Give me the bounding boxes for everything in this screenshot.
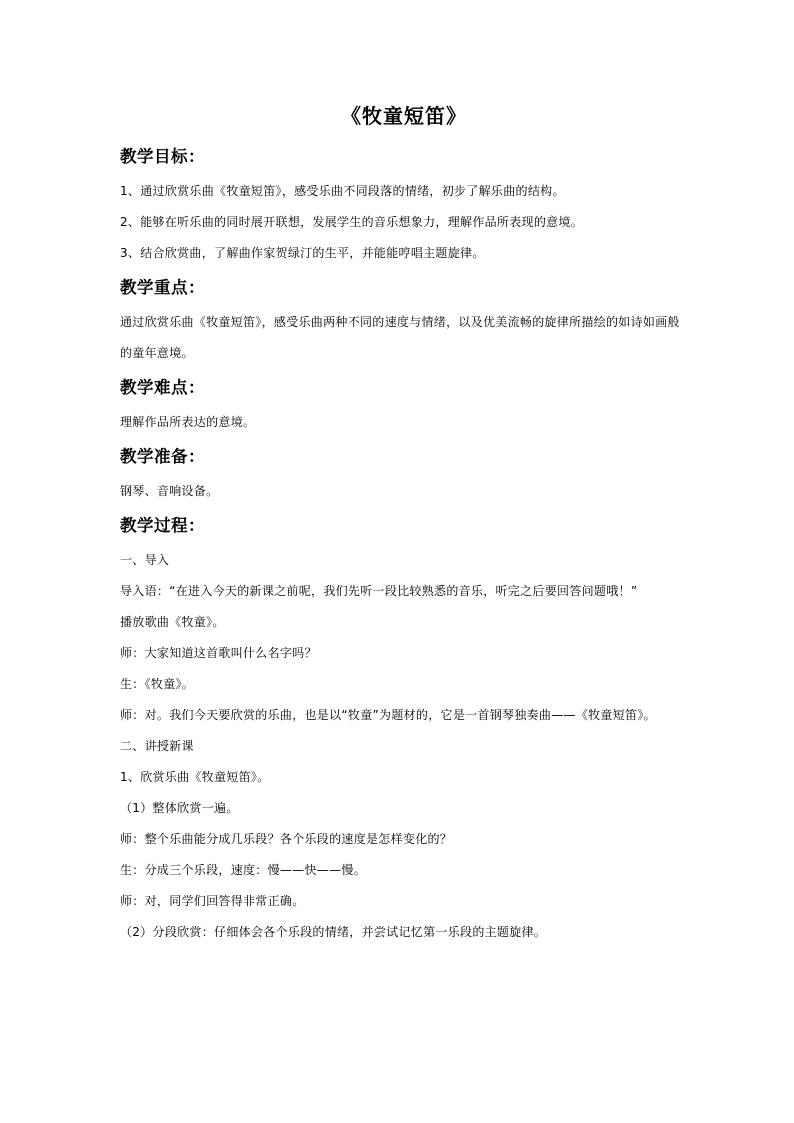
process-line: 师：对，同学们回答得非常正确。 [120, 894, 305, 908]
process-line: （1）整体欣赏一遍。 [120, 801, 239, 815]
document-page [120, 100, 680, 948]
objective-item: 2、能够在听乐曲的同时展开联想，发展学生的音乐想象力，理解作品所表现的意境。 [120, 215, 584, 229]
process-line: 生：分成三个乐段，速度：慢——快——慢。 [120, 863, 367, 877]
preparation-text: 钢琴、音响设备。 [120, 484, 219, 498]
objectives-heading: 教学目标： [120, 147, 205, 166]
process-line: 导入语：“在进入今天的新课之前呢，我们先听一段比较熟悉的音乐，听完之后要回答问题哦！” [120, 584, 638, 598]
document-title: 《牧童短笛》 [341, 104, 467, 128]
process-line: （2）分段欣赏：仔细体会各个乐段的情绪，并尝试记忆第一乐段的主题旋律。 [120, 925, 547, 939]
process-heading: 教学过程： [120, 516, 205, 535]
difficulties-text: 理解作品所表达的意境。 [120, 415, 256, 429]
preparation-heading: 教学准备： [120, 447, 205, 466]
process-line: 师：对。我们今天要欣赏的乐曲，也是以“牧童”为题材的，它是一首钢琴独奏曲——《牧童短笛》。 [120, 708, 656, 722]
process-line: 一、导入 [120, 553, 170, 567]
process-line: 二、讲授新课 [120, 739, 194, 753]
key-points-heading: 教学重点： [120, 278, 205, 297]
process-line: 师：整个乐曲能分成几乐段？各个乐段的速度是怎样变化的？ [120, 832, 453, 846]
process-line: 生：《牧童》。 [120, 677, 195, 691]
process-line: 师：大家知道这首歌叫什么名字吗？ [120, 646, 317, 660]
objective-item: 3、结合欣赏曲，了解曲作家贺绿汀的生平，并能能哼唱主题旋律。 [120, 246, 485, 260]
process-line: 1、欣赏乐曲《牧童短笛》。 [120, 770, 270, 784]
key-points-text: 通过欣赏乐曲《牧童短笛》，感受乐曲两种不同的速度与情绪，以及优美流畅的旋律所描绘的如诗如画般的童年意境。 [120, 315, 680, 360]
difficulties-heading: 教学难点： [120, 378, 205, 397]
objective-item: 1、通过欣赏乐曲《牧童短笛》，感受乐曲不同段落的情绪，初步了解乐曲的结构。 [120, 184, 565, 198]
process-line: 播放歌曲《牧童》。 [120, 615, 225, 629]
